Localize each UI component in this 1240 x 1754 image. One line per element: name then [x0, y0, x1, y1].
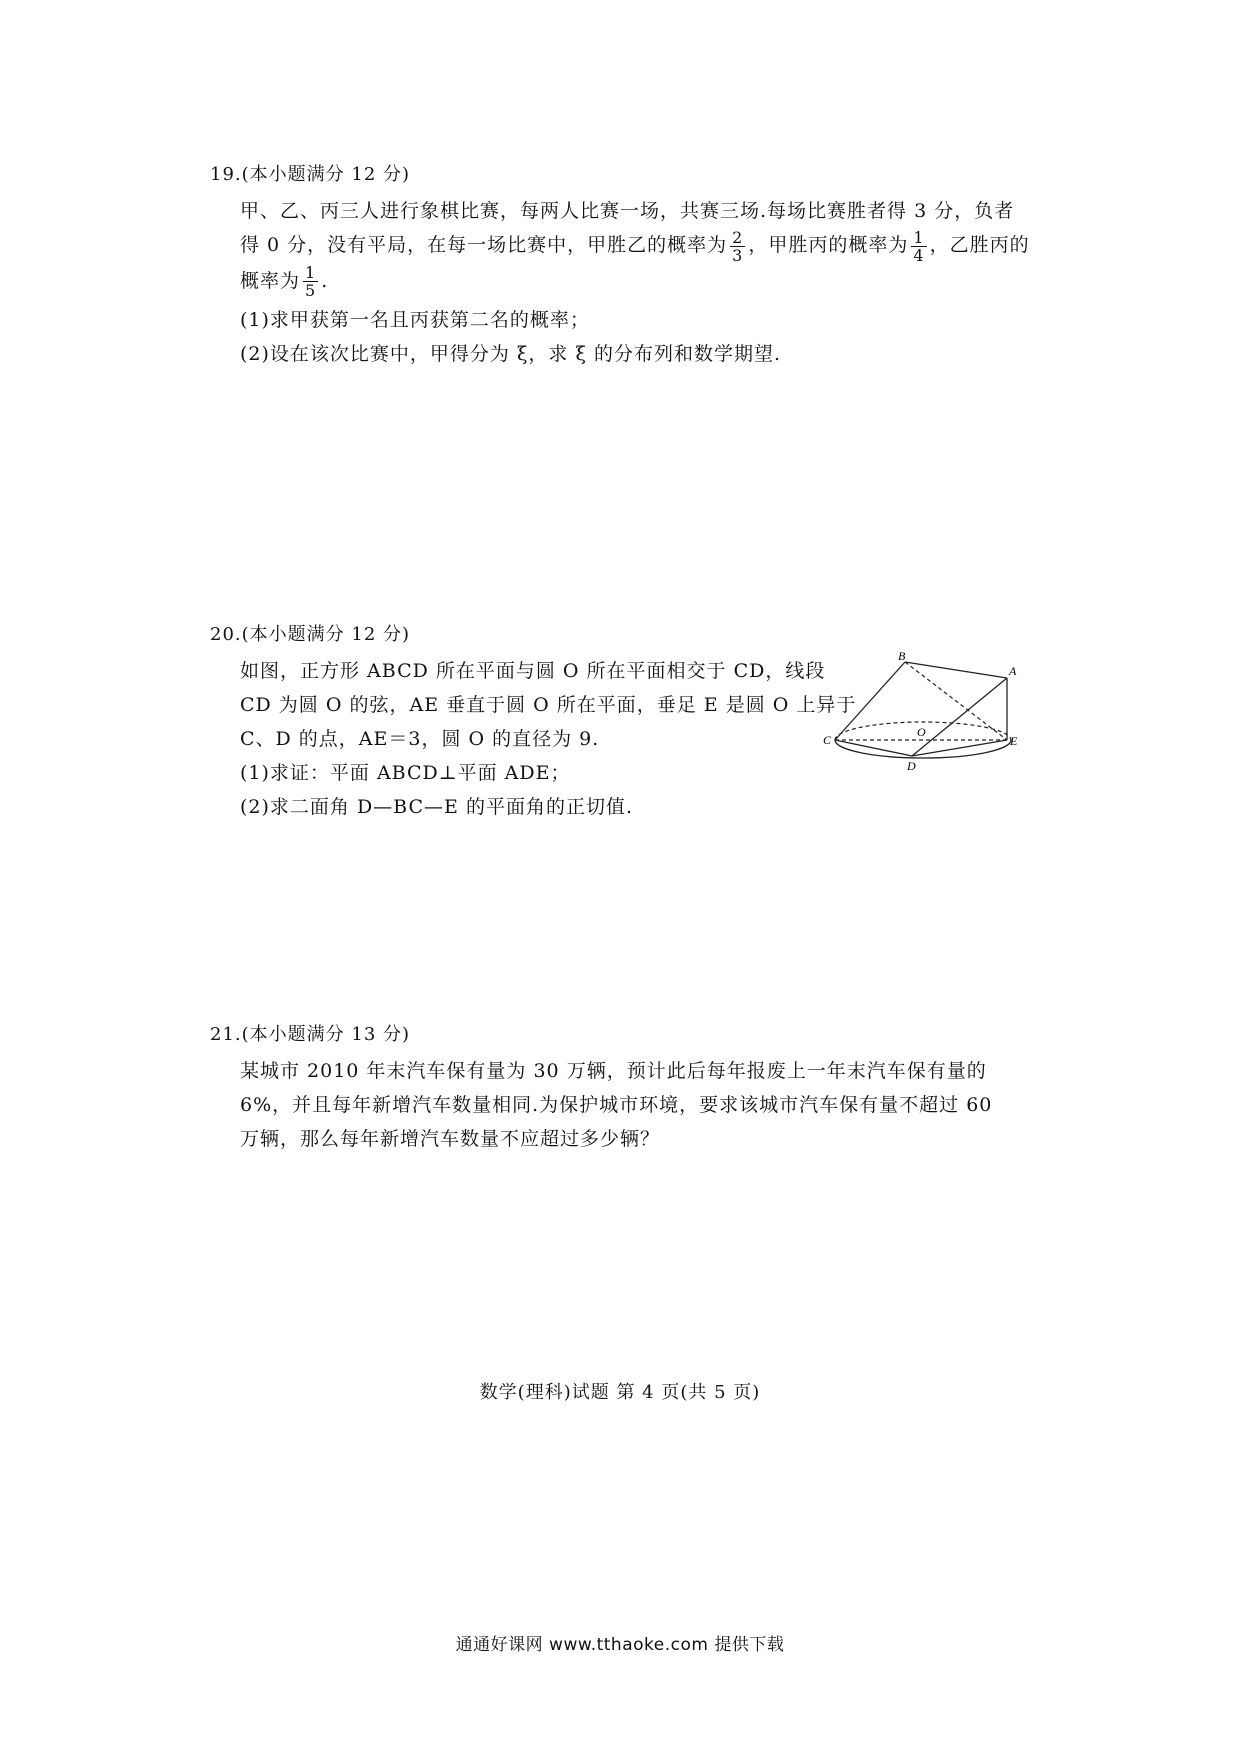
segment-BA	[905, 662, 1007, 678]
fraction-1-4	[911, 229, 926, 264]
circle-front-arc	[835, 740, 1011, 758]
fraction-2-3	[730, 229, 745, 264]
denominator: 4	[913, 245, 925, 265]
page-footer: 数学(理科)试题 第 4 页(共 5 页)	[479, 1382, 761, 1403]
numerator: 2	[732, 227, 744, 247]
text-segment: ，乙胜丙的	[929, 234, 1030, 256]
question-21-line-3: 万辆，那么每年新增汽车数量不应超过多少辆？	[240, 1128, 661, 1150]
label-D: D	[907, 759, 916, 773]
numerator: 1	[305, 263, 317, 282]
fraction-1-5	[303, 264, 318, 299]
label-B: B	[898, 650, 906, 663]
question-19-part-2: (2)设在该次比赛中，甲得分为 ξ，求 ξ 的分布列和数学期望.	[240, 343, 782, 365]
question-21-line-1: 某城市 2010 年末汽车保有量为 30 万辆，预计此后每年报废上一年末汽车保有量的	[240, 1060, 987, 1082]
question-19-line-2	[240, 227, 1030, 265]
label-A: A	[1009, 664, 1017, 678]
question-20-header: 20.(本小题满分 12 分)	[210, 624, 411, 645]
question-19-line-1: 甲、乙、丙三人进行象棋比赛，每两人比赛一场，共赛三场.每场比赛胜者得 3 分，负者	[240, 200, 1015, 222]
denominator: 5	[305, 281, 317, 300]
denominator: 3	[732, 245, 744, 265]
watermark-text: 通通好课网 www.tthaoke.com 提供下载	[455, 1635, 785, 1655]
numerator: 1	[913, 227, 925, 247]
question-20-line-1: 如图，正方形 ABCD 所在平面与圆 O 所在平面相交于 CD，线段	[240, 660, 826, 682]
geometry-figure	[820, 650, 1020, 785]
label-E: E	[1010, 734, 1018, 748]
question-19-line-3	[240, 264, 1010, 300]
question-20-part-1: (1)求证：平面 ABCD⊥平面 ADE；	[240, 762, 571, 784]
segment-CD	[835, 740, 912, 756]
question-21-line-2: 6%，并且每年新增汽车数量相同.为保护城市环境，要求该城市汽车保有量不超过 60	[240, 1094, 993, 1116]
question-19-header: 19.(本小题满分 12 分)	[210, 164, 411, 185]
question-19	[210, 160, 1030, 371]
question-21	[210, 1020, 1010, 1156]
text-segment: 概率为	[240, 269, 301, 292]
text-segment: .	[321, 269, 329, 292]
text-segment: ，甲胜丙的概率为	[748, 234, 909, 256]
question-20-line-3: C、D 的点，AE＝3，圆 O 的直径为 9.	[240, 728, 600, 750]
question-20-part-2: (2)求二面角 D—BC—E 的平面角的正切值.	[240, 796, 633, 818]
segment-AD	[912, 678, 1007, 756]
question-20-line-2: CD 为圆 O 的弦，AE 垂直于圆 O 所在平面，垂足 E 是圆 O 上异于	[240, 694, 857, 716]
question-19-part-1: (1)求甲获第一名且丙获第二名的概率；	[240, 309, 590, 331]
segment-BC	[835, 662, 905, 740]
text-segment: 得 0 分，没有平局，在每一场比赛中，甲胜乙的概率为	[240, 234, 728, 256]
label-O: O	[917, 725, 926, 739]
segment-DE	[912, 740, 1007, 756]
label-C: C	[823, 733, 832, 747]
question-21-header: 21.(本小题满分 13 分)	[210, 1024, 411, 1045]
